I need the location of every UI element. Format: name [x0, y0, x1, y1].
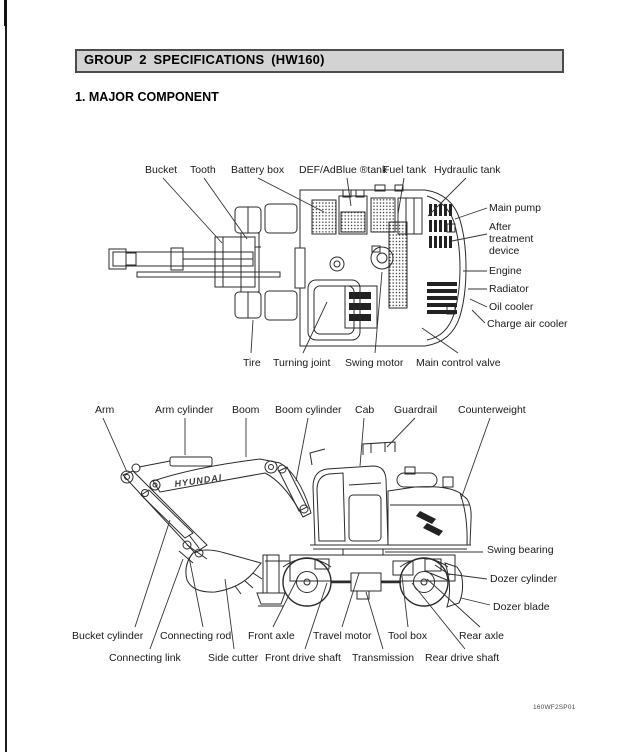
label-hydraulic-tank: Hydraulic tank — [434, 164, 501, 176]
label-main-control-valve: Main control valve — [416, 357, 501, 369]
label-boom: Boom — [232, 404, 260, 416]
label-tooth: Tooth — [190, 164, 216, 176]
side-view-diagram-art — [75, 395, 565, 670]
scan-edge-mark — [4, 0, 7, 26]
bucket-shape — [215, 237, 261, 287]
label-def-adblue-tank: DEF/AdBlue ®tank — [299, 164, 388, 176]
front-wheel-shape — [283, 558, 331, 606]
bucket-cylinder-shape — [141, 490, 199, 549]
arm-cylinder-shape — [132, 457, 212, 472]
label-guardrail: Guardrail — [394, 404, 438, 416]
page-header: GROUP 2 SPECIFICATIONS (HW160) — [75, 49, 564, 73]
rear-wheel-shape — [400, 558, 448, 606]
cab-side-shape — [310, 449, 388, 545]
label-bucket: Bucket — [145, 164, 178, 176]
label-arm: Arm — [95, 404, 115, 416]
brand-text: HYUNDAI — [173, 472, 223, 489]
transmission-shape — [331, 573, 401, 599]
label-dozer-cylinder: Dozer cylinder — [490, 573, 558, 585]
label-connecting-rod: Connecting rod — [160, 630, 232, 642]
label-battery-box: Battery box — [231, 164, 285, 176]
label-cab: Cab — [355, 404, 375, 416]
label-tool-box: Tool box — [388, 630, 428, 642]
counterweight-hood-shape — [388, 467, 471, 545]
label-boom-cylinder: Boom cylinder — [275, 404, 342, 416]
label-counterweight: Counterweight — [458, 404, 526, 416]
label-swing-motor: Swing motor — [345, 357, 404, 369]
label-side-cutter: Side cutter — [208, 652, 259, 664]
label-tire: Tire — [243, 357, 261, 369]
label-turning-joint: Turning joint — [273, 357, 331, 369]
label-travel-motor: Travel motor — [313, 630, 372, 642]
scan-edge-line — [5, 0, 7, 752]
label-front-drive-shaft: Front drive shaft — [265, 652, 341, 664]
label-after-treatment-device: After treatment device — [489, 221, 534, 258]
label-bucket-cylinder: Bucket cylinder — [72, 630, 144, 642]
tires-shape — [235, 204, 297, 320]
boom-cylinder-shape — [278, 465, 308, 513]
section-title: 1. MAJOR COMPONENT — [75, 90, 219, 104]
label-rear-drive-shaft: Rear drive shaft — [425, 652, 500, 664]
figure-code: 160WF2SP01 — [533, 704, 576, 711]
label-radiator: Radiator — [489, 283, 529, 295]
label-oil-cooler: Oil cooler — [489, 301, 534, 313]
label-connecting-link: Connecting link — [109, 652, 181, 664]
label-arm-cylinder: Arm cylinder — [155, 404, 214, 416]
label-main-pump: Main pump — [489, 202, 541, 214]
label-engine: Engine — [489, 265, 522, 277]
arm-assembly-shape — [109, 248, 280, 277]
label-rear-axle: Rear axle — [459, 630, 504, 642]
label-front-axle: Front axle — [248, 630, 295, 642]
battery-box-shape — [312, 200, 336, 234]
swing-bearing-shape — [310, 545, 471, 555]
label-transmission: Transmission — [352, 652, 415, 664]
label-dozer-blade: Dozer blade — [493, 601, 550, 613]
cooling-hatch-shape — [389, 222, 407, 308]
label-swing-bearing: Swing bearing — [487, 544, 554, 556]
label-fuel-tank: Fuel tank — [383, 164, 427, 176]
dozer-blade-shape — [430, 563, 463, 607]
label-charge-air-cooler: Charge air cooler — [487, 318, 568, 330]
